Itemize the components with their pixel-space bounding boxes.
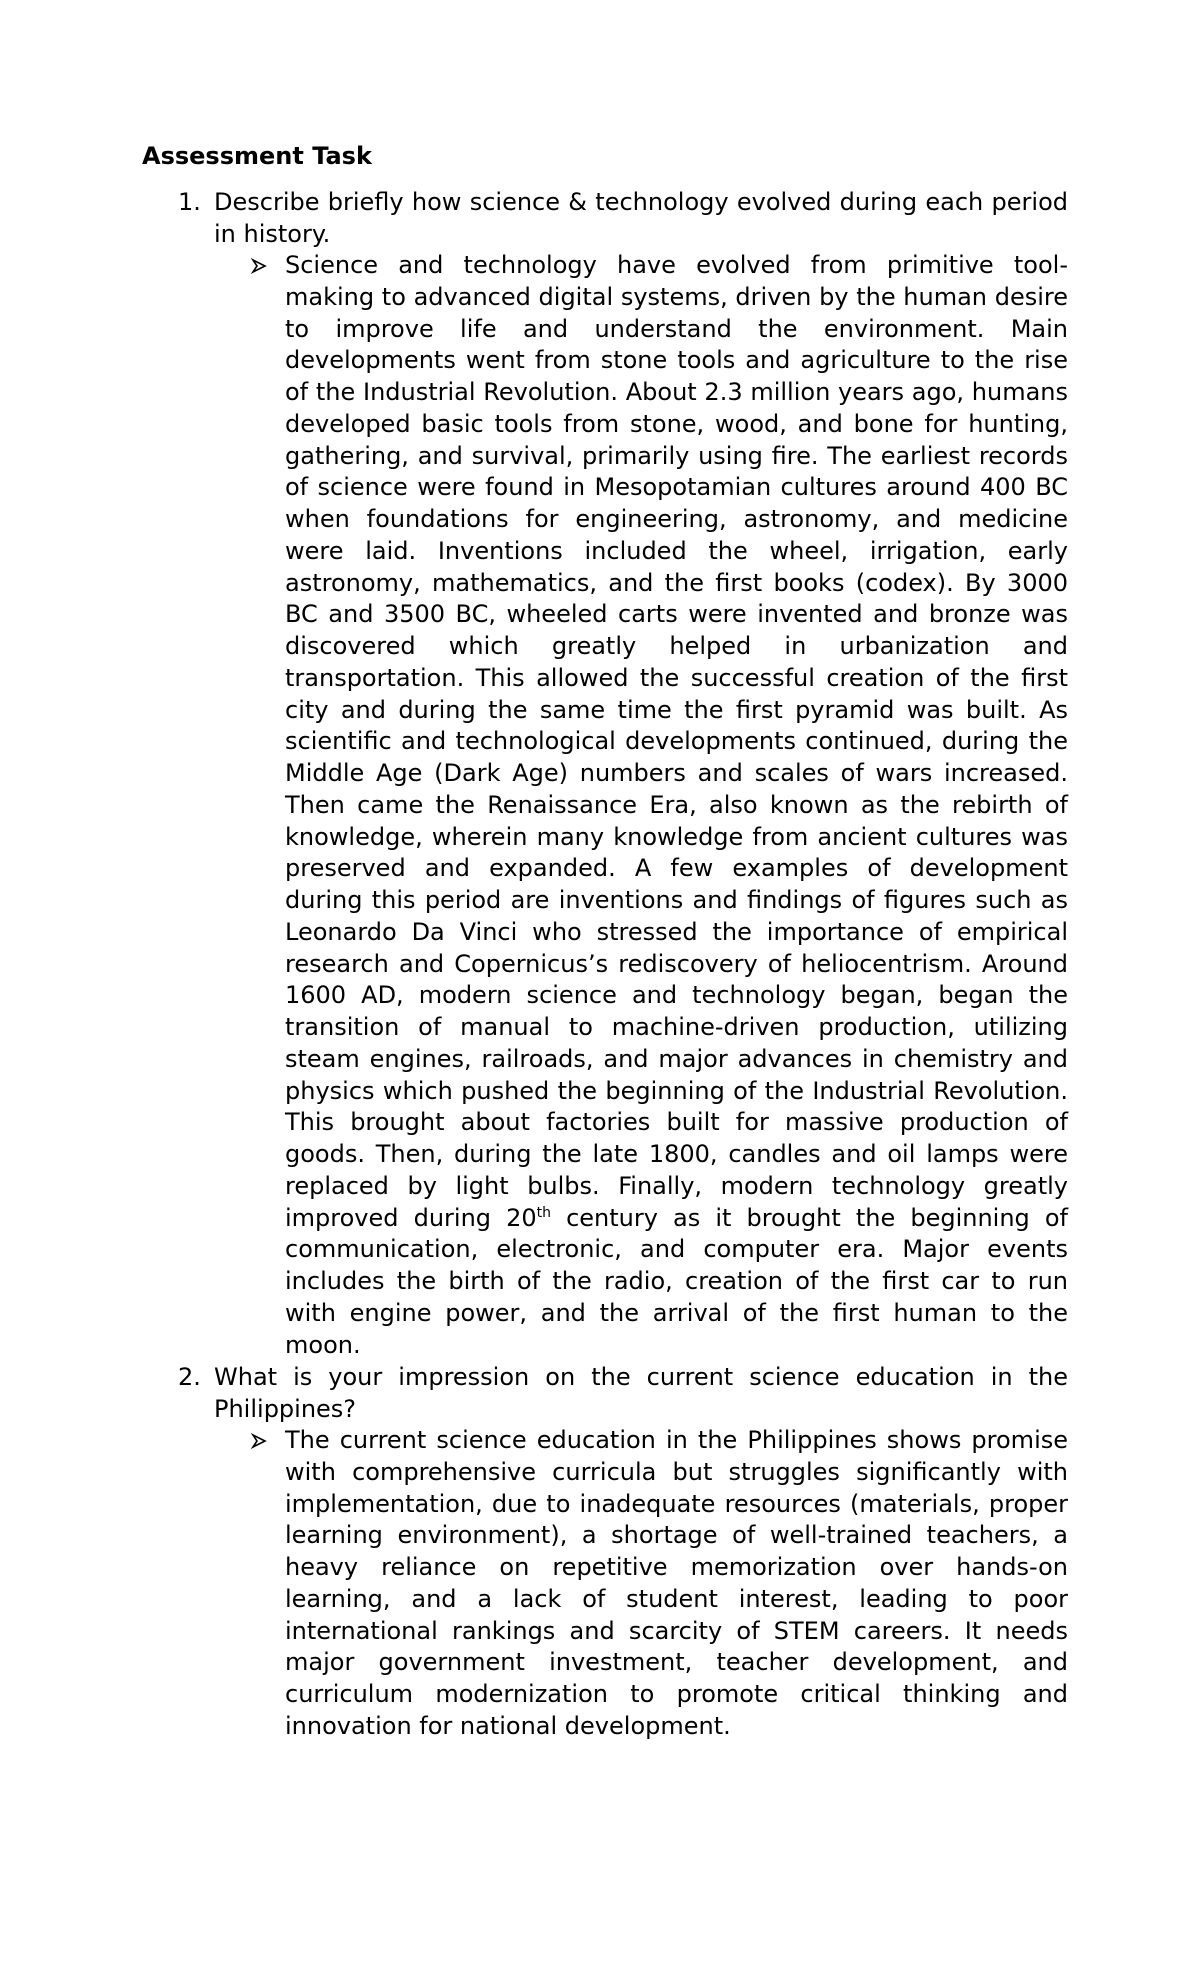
ordinal-superscript: th xyxy=(536,1204,552,1221)
question-2 xyxy=(178,1362,1068,1426)
answer-text xyxy=(285,250,1068,1361)
question-text: What is your impression on the current science education in the Philippines? xyxy=(214,1363,1068,1423)
answer-1 xyxy=(250,250,1068,1361)
document-title: Assessment Task xyxy=(142,142,372,170)
answer-text-part-1: Science and technology have evolved from primitive tool-making to advanced digital systems, driven by the human desire to improve life and understand the environment. Main developments went from stone tools and agriculture to the rise of the Industrial Revolution. About 2.3 million years ago, humans developed basic tools from stone, wood, and bone for hunting, gathering, and survival, primarily using fire. The earliest records of science were found in Mesopotamian cultures around 400 BC when foundations for engineering, astronomy, and medicine were laid. Inventions included the wheel, irrigation, early astronomy, mathematics, and the first books (codex). By 3000 BC and 3500 BC, wheeled carts were invented and bronze was discovered which greatly helped in urbanization and transportation. This allowed the successful creation of the first city and during the same time the first pyramid was built. As scientific and technological developments continued, during the Middle Age (Dark Age) numbers and scales of wars increased. Then came the Renaissance Era, also known as the rebirth of knowledge, wherein many knowledge from ancient cultures was preserved and expanded. A few examples of development during this period are inventions and findings of figures such as Leonardo Da Vinci who stressed the importance of empirical research and Copernicus’s rediscovery of heliocentrism. Around 1600 AD, modern science and technology began, began the transition of manual to machine-driven production, utilizing steam engines, railroads, and major advances in chemistry and physics which pushed the beginning of the Industrial Revolution. This brought about factories built for massive production of goods. Then, during the late 1800, candles and oil lamps were replaced by light bulbs. Finally, modern technology greatly improved during 20 xyxy=(285,251,1068,1232)
question-number: 1. xyxy=(178,188,201,216)
answer-text-part-2: century as it brought the beginning of communication, electronic, and computer era. Major events includes the birth of the radio, creation of the first car to run with engine power, and the arrival of the first human to the moon. xyxy=(285,1203,1068,1359)
question-number: 2. xyxy=(178,1363,201,1391)
question-1 xyxy=(178,187,1068,251)
answer-text: The current science education in the Philippines shows promise with comprehensive curricula but struggles significantly with implementation, due to inadequate resources (materials, proper learning environment), a shortage of well-trained teachers, a heavy reliance on repetitive memorization over hands-on learning, and a lack of student interest, leading to poor international rankings and scarcity of STEM careers. It needs major government investment, teacher development, and curriculum modernization to promote critical thinking and innovation for national development. xyxy=(285,1426,1068,1740)
answer-2 xyxy=(250,1425,1068,1743)
arrowhead-bullet-icon xyxy=(250,1427,270,1455)
question-text: Describe briefly how science & technology evolved during each period in history. xyxy=(214,188,1068,248)
arrowhead-bullet-icon xyxy=(250,252,270,280)
